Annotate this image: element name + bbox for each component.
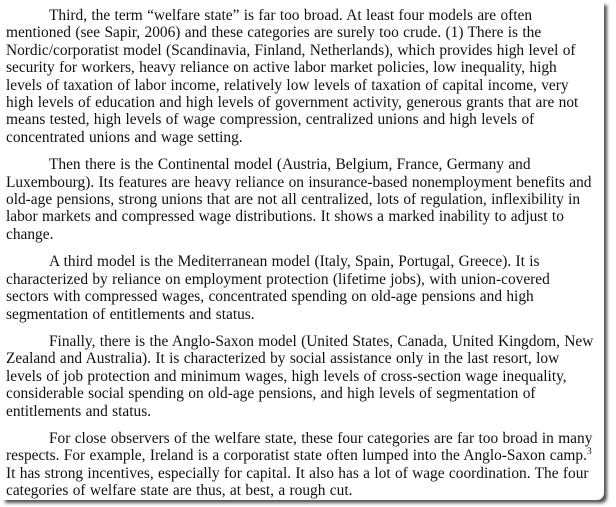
paragraph-conclusion (6, 430, 596, 500)
paragraph-anglo-saxon-model: Finally, there is the Anglo-Saxon model (United States, Canada, United Kingdom, New Zealand and Australia). It is characterized by social assistance only in the last resort, low levels of job protection and minimum wages, high levels of cross-section wage inequality, considerable social spending on old-age pensions, and high levels of segmentation of entitlements and status. (6, 332, 594, 420)
footnote-marker: 3 (586, 447, 592, 458)
paragraph-continental-model: Then there is the Continental model (Austria, Belgium, France, Germany and Luxembourg). Its features are heavy reliance on insurance-based nonemployment benefits and old-age pensions, strong unions that are not all centralized, lots of regulation, inflexibility in labor markets and compressed wage distributions. It shows a marked inability to adjust to change. (6, 156, 592, 243)
paragraph-mediterranean-model: A third model is the Mediterranean model (Italy, Spain, Portugal, Greece). It is characterized by reliance on employment protection (lifetime jobs), with union-covered sectors with compressed wages, concentrated spending on old-age pensions and high segmentation of entitlements and status. (6, 253, 550, 323)
conclusion-text-after-footnote: It has strong incentives, especially for capital. It also has a lot of wage coordination. The four categories of welfare state are thus, at best, a rough cut. (6, 464, 589, 500)
paragraph-nordic-model: Third, the term “welfare state” is far too broad. At least four models are often mentioned (see Sapir, 2006) and these categories are surely too crude. (1) There is the Nordic/corporatist model (Scandinavia, Finland, Netherlands), which provides high level of security for workers, heavy reliance on active labor market policies, low inequality, high levels of taxation of labor income, relatively low levels of taxation of capital income, very high levels of education and high levels of government activity, generous grants that are not means tested, high levels of wage compression, centralized unions and high levels of concentrated unions and wage setting. (6, 7, 579, 146)
conclusion-text-before-footnote: For close observers of the welfare state, these four categories are far too broad in many respects. For example, Ireland is a corporatist state often lumped into the Anglo-Saxon camp. (6, 429, 593, 465)
